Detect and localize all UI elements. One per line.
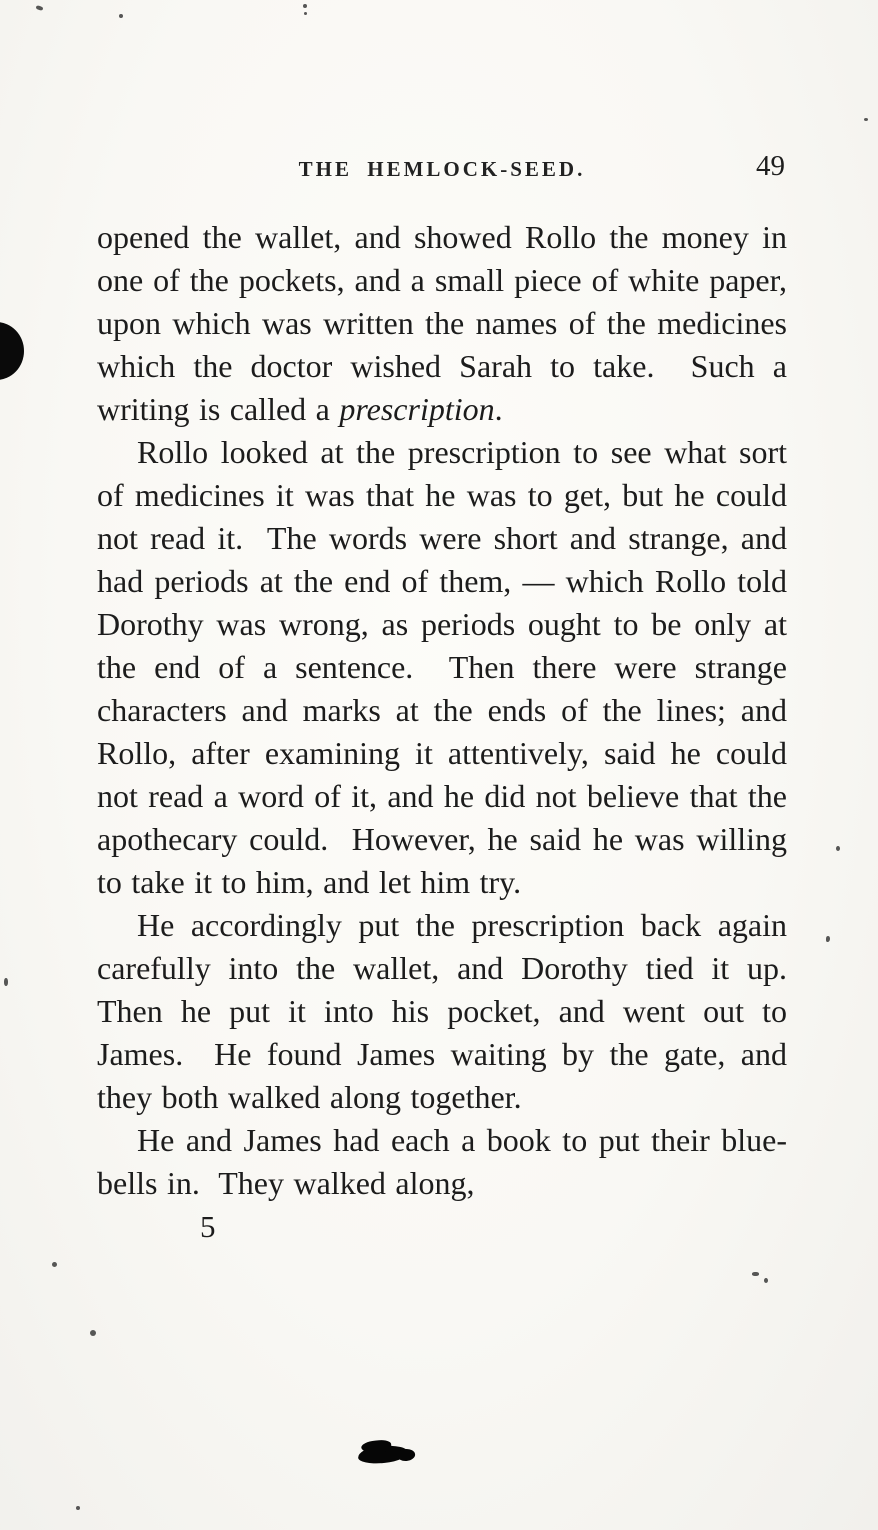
bottom-ink-smudge bbox=[357, 1444, 408, 1465]
speck bbox=[864, 118, 868, 121]
speck bbox=[52, 1262, 57, 1267]
speck bbox=[76, 1506, 80, 1510]
speck bbox=[752, 1272, 759, 1276]
paragraph-2: Rollo looked at the prescription to see what sort of medicines it was that he was to get, but he could not read it. The words were short and strange, and had periods at the end of them, — which Rollo told Dorothy was wrong, as periods ought to be only at the end of a sentence. Then there were strange characters and marks at the ends of the lines; and Rollo, after examining it attentively, said he could not read a word of it, and he did not believe that the apothecary could. However, he said he was willing to take it to him, and let him try. bbox=[97, 434, 797, 900]
paragraph-1-text: opened the wallet, and showed Rollo the money in one of the pockets, and a small piece of white paper, upon which was written the names of the medicines which the doctor wished Sarah to take. Such a writing is called a bbox=[97, 219, 797, 427]
paragraph-1-end: . bbox=[494, 391, 503, 427]
speck bbox=[826, 936, 830, 942]
speck bbox=[303, 4, 307, 8]
page-number: 49 bbox=[756, 150, 785, 182]
speck bbox=[836, 846, 840, 851]
speck bbox=[4, 978, 8, 986]
signature-mark: 5 bbox=[200, 1209, 216, 1244]
page-header bbox=[97, 152, 787, 188]
italic-term-prescription: prescription bbox=[339, 391, 495, 427]
speck bbox=[764, 1278, 768, 1283]
paragraph-1 bbox=[97, 216, 797, 431]
speck bbox=[90, 1330, 96, 1336]
body-text bbox=[97, 216, 806, 1248]
paragraph-3: He accordingly put the prescription back again carefully into the wallet, and Dorothy tied it up. Then he put it into his pocket, and went out to James. He found James waiting by the gate, and they both walked along together. bbox=[97, 907, 806, 1115]
speck bbox=[304, 12, 307, 15]
left-edge-ink-blot bbox=[0, 322, 24, 380]
running-title: THE HEMLOCK-SEED. bbox=[298, 157, 586, 181]
paragraph-4: He and James had each a book to put their blue-bells in. They walked along, bbox=[97, 1122, 787, 1201]
speck bbox=[36, 5, 44, 11]
speck bbox=[119, 14, 123, 18]
